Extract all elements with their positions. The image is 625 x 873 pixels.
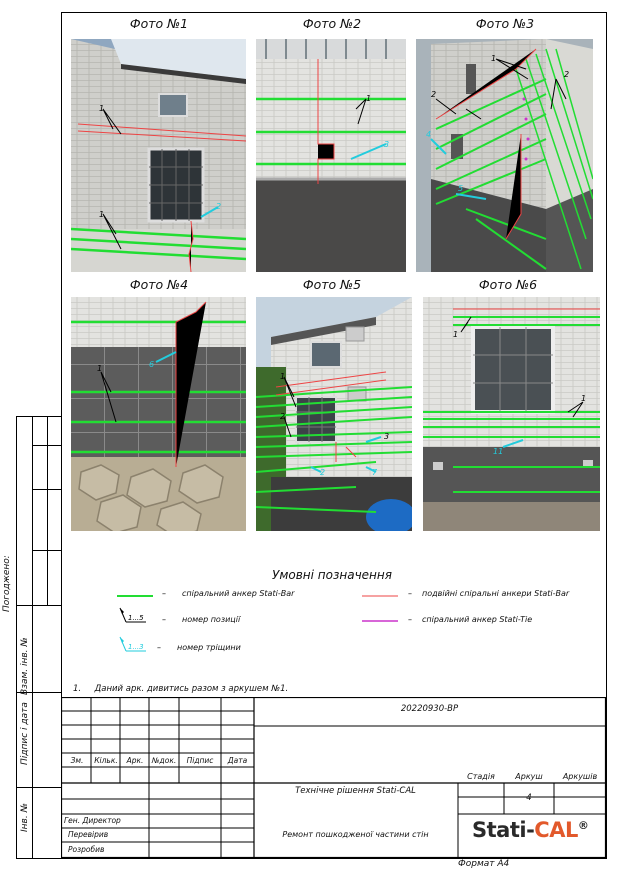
agreed-label: Погоджено: (2, 555, 12, 612)
p5-label-3: 3 (384, 432, 390, 441)
note-text: 1. Даний арк. дивитись разом з аркушем №1. (73, 684, 289, 694)
legend-green-text: спіральний анкер Stati-Bar (182, 589, 295, 598)
p5-label-2: 2 (280, 412, 286, 421)
project-title: Технічне рішення Stati-CAL (295, 786, 416, 796)
doc-code: 20220930-ВР (400, 704, 459, 714)
photo-6 (423, 297, 600, 531)
role-developed: Розробив (68, 845, 105, 854)
p6-label-3: 11 (493, 447, 504, 456)
p5-label-4: 2 (320, 468, 326, 477)
p6-label-2: 1 (581, 394, 587, 403)
col-ndok: №док. (151, 756, 177, 765)
p2-label-2: 3 (384, 140, 390, 149)
photo-4-title: Фото №4 (129, 277, 189, 292)
svg-text:1...5: 1...5 (128, 614, 144, 622)
photo-4 (71, 297, 246, 531)
legend-dash-1: – (162, 589, 166, 598)
sign-date-label: Підпис і дата (20, 702, 30, 765)
sheets-label: Аркушів (562, 772, 598, 781)
p3-label-2: 2 (564, 70, 570, 79)
legend-crack-icon (118, 635, 148, 657)
legend-position-icon (118, 606, 148, 628)
p3-label-3: 2 (431, 90, 437, 99)
legend-dash-5: – (157, 643, 161, 652)
p2-label-1: 1 (366, 94, 372, 103)
p1-label-1: 1 (99, 104, 105, 113)
legend-title: Умовні позначення (272, 568, 392, 582)
col-ark: Арк. (126, 756, 144, 765)
col-kilk: Кільк. (94, 756, 118, 765)
legend-purple-line (360, 615, 400, 627)
photo-1 (71, 39, 246, 272)
photo-5-title: Фото №5 (302, 277, 362, 292)
subject-title: Ремонт пошкодженої частини стін (282, 830, 429, 839)
inv-label: Інв. № (20, 803, 30, 832)
stati-cal-logo: Stati-CAL® (472, 818, 589, 842)
role-director: Ген. Директор (64, 816, 121, 825)
legend-dash-4: – (408, 615, 412, 624)
photo-3 (416, 39, 593, 272)
legend-red-text: подвійні спіральні анкери Stati-Bar (422, 589, 570, 598)
p4-label-2: 6 (149, 360, 155, 369)
format-label: Формат А4 (458, 859, 510, 869)
p6-label-1: 1 (453, 330, 459, 339)
replace-inv-label: Взам. інв. № (20, 637, 30, 695)
col-data: Дата (227, 756, 248, 765)
p3-label-5: 5 (458, 184, 464, 193)
stage-label: Стадія (467, 772, 495, 781)
legend-purple-text: спіральний анкер Stati-Tie (422, 615, 533, 624)
photo-6-title: Фото №6 (478, 277, 538, 292)
svg-text:1...3: 1...3 (128, 643, 144, 651)
photo-1-title: Фото №1 (129, 16, 189, 31)
sheet-value: 4 (526, 793, 532, 803)
legend-red-line (360, 590, 400, 602)
p1-label-3: 2 (216, 202, 222, 211)
sheet-label: Аркуш (515, 772, 543, 781)
p4-label-1: 1 (97, 364, 103, 373)
legend-dash-3: – (162, 615, 166, 624)
legend-position-text: номер позиції (182, 615, 241, 624)
p1-label-2: 1 (99, 210, 105, 219)
legend-green-line (115, 590, 155, 602)
p3-label-4: 4 (426, 130, 432, 139)
photo-2 (256, 39, 406, 272)
col-zm: Зм. (70, 756, 84, 765)
photo-3-title: Фото №3 (475, 16, 535, 31)
p5-label-5: 7 (372, 468, 378, 477)
legend-dash-2: – (408, 589, 412, 598)
legend-crack-text: номер тріщини (177, 643, 241, 652)
p3-label-1: 1 (491, 54, 497, 63)
photo-5 (256, 297, 412, 531)
col-pidpys: Підпис (186, 756, 214, 765)
p5-label-1: 1 (280, 372, 286, 381)
photo-2-title: Фото №2 (302, 16, 362, 31)
role-checked: Перевірив (68, 830, 109, 839)
